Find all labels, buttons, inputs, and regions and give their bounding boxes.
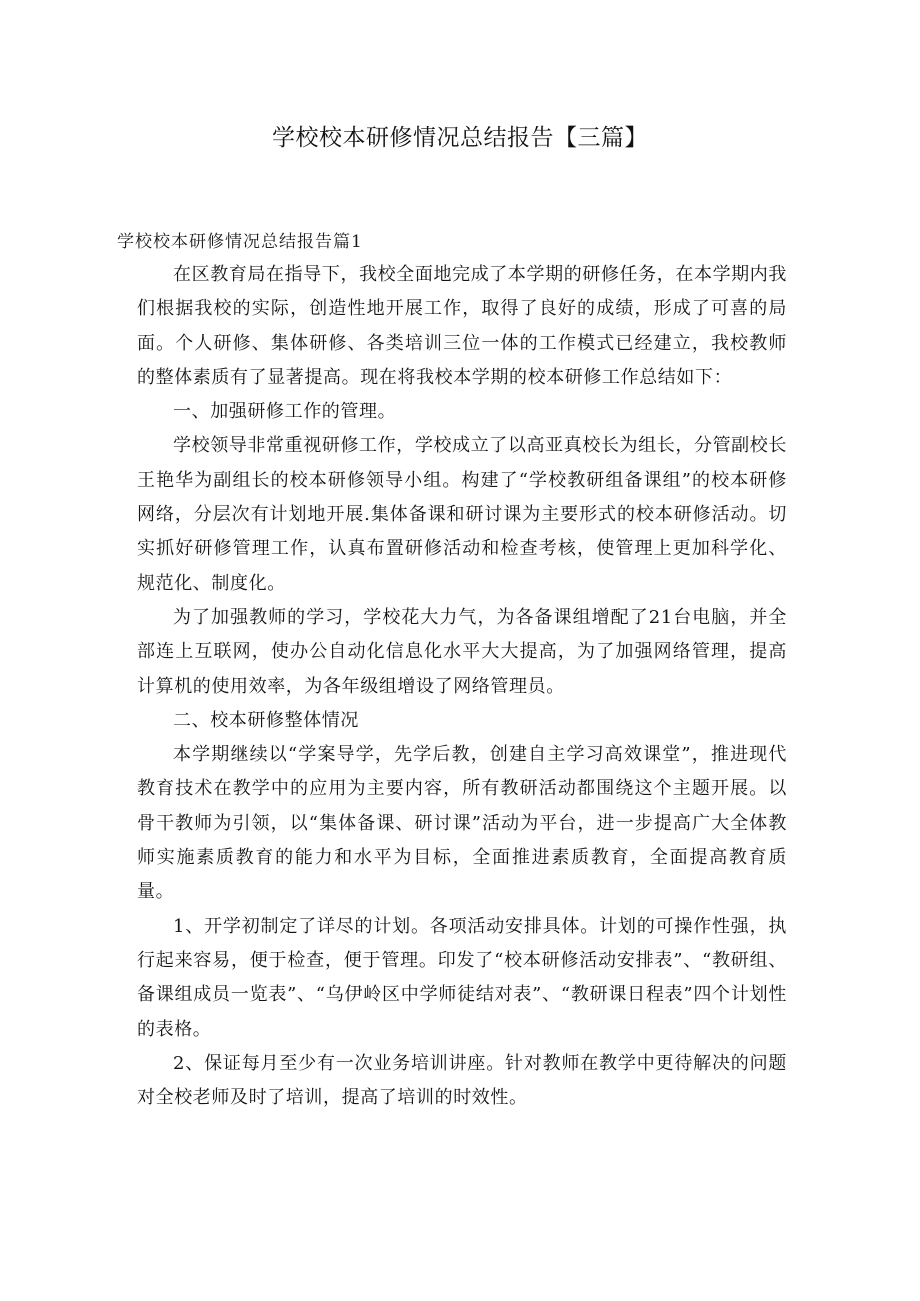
paragraph-training: 2、保证每月至少有一次业务培训讲座。针对教师在教学中更待解决的问题对全校老师及时了培训，提高了培训的时效性。 xyxy=(137,1052,787,1109)
document-body xyxy=(137,258,787,1115)
paragraph-computers: 为了加强教师的学习，学校花大力气，为各备课组增配了21台电脑，并全部连上互联网，使办公自动化信息化水平大大提高，为了加强网络管理，提高计算机的使用效率，为各年级组增设了网络管理员。 xyxy=(137,606,787,697)
section-heading: 学校校本研修情况总结报告篇1 xyxy=(117,232,363,252)
paragraph-heading-management: 一、加强研修工作的管理。 xyxy=(173,401,397,423)
paragraph-intro: 在区教育局在指导下，我校全面地完成了本学期的研修任务，在本学期内我们根据我校的实际，创造性地开展工作，取得了良好的成绩，形成了可喜的局面。个人研修、集体研修、各类培训三位一体的工作模式已经建立，我校教师的整体素质有了显著提高。现在将我校本学期的校本研修工作总结如下： xyxy=(137,264,787,388)
paragraph-plan: 1、开学初制定了详尽的计划。各项活动安排具体。计划的可操作性强，执行起来容易，便于检查，便于管理。印发了“校本研修活动安排表”、“教研组、备课组成员一览表”、“乌伊岭区中学师徒结对表”、“教研课日程表”四个计划性的表格。 xyxy=(137,915,787,1040)
paragraph-heading-overview: 二、校本研修整体情况 xyxy=(173,709,359,731)
document-title: 学校校本研修情况总结报告【三篇】 xyxy=(272,125,648,151)
paragraph-leadership: 学校领导非常重视研修工作，学校成立了以高亚真校长为组长，分管副校长王艳华为副组长的校本研修领导小组。构建了“学校教研组备课组”的校本研修网络，分层次有计划地开展.集体备课和研讨课为主要形式的校本研修活动。切实抓好研修管理工作，认真布置研修活动和检查考核，使管理上更加科学化、规范化、制度化。 xyxy=(137,435,787,594)
paragraph-theme: 本学期继续以“学案导学，先学后教，创建自主学习高效课堂”，推进现代教育技术在教学中的应用为主要内容，所有教研活动都围绕这个主题开展。以骨干教师为引领，以“集体备课、研讨课”活动为平台，进一步提高广大全体教师实施素质教育的能力和水平为目标，全面推进素质教育，全面提高教育质量。 xyxy=(137,744,787,903)
